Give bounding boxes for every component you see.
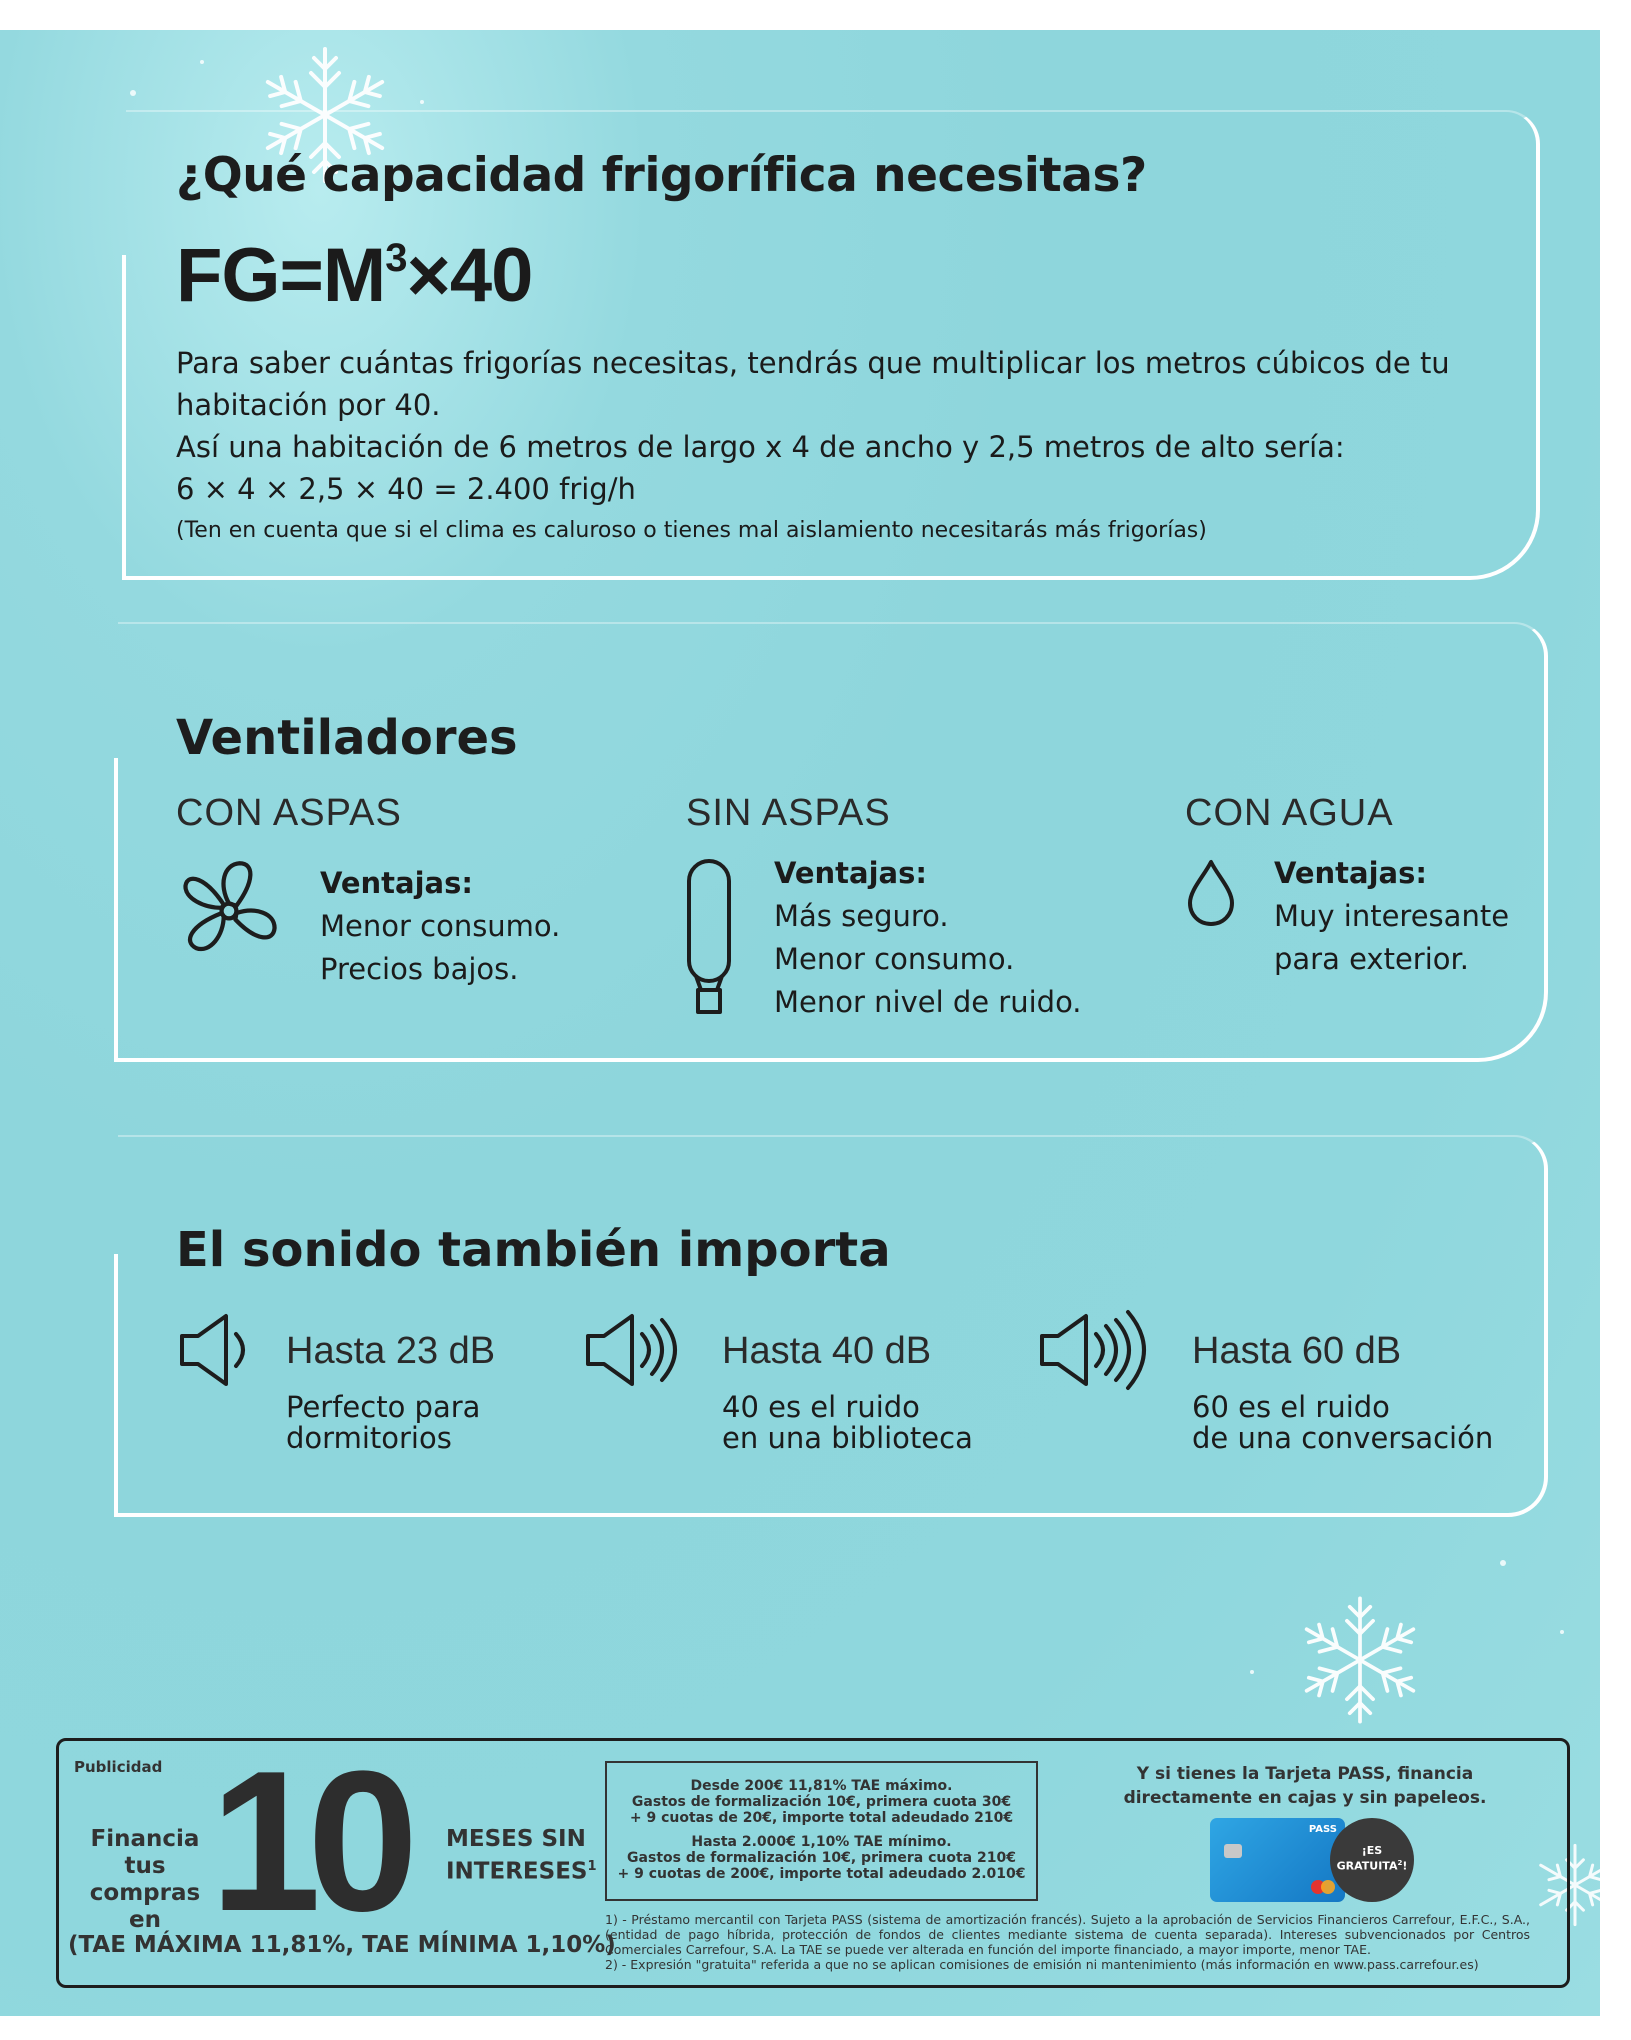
fan-type-title: SIN ASPAS [686,792,891,834]
sparkle [1250,1670,1254,1674]
sound-level: Hasta 40 dB [722,1330,932,1372]
sound-title: El sonido también importa [176,1222,891,1278]
capacity-explanation: Para saber cuántas frigorías necesitas, tendrás que multiplicar los metros cúbicos de tu habitación por 40. Así una habitación de 6 metros de largo x 4 de ancho y 2,5 metros de alto sería: 6 × 4 × 2,5 × 40 = 2.400 frig/h [176,346,1450,506]
bladeless-fan-icon [686,858,732,1016]
months-number: 10 [210,1730,405,1953]
capacity-title: ¿Qué capacidad frigorífica necesitas? [176,148,1147,203]
fan-type-title: CON ASPAS [176,792,402,834]
pass-card-promo: Y si tienes la Tarjeta PASS, financia directamente en cajas y sin papeleos. [1123,1764,1487,1808]
sound-description: Perfecto para dormitorios [286,1390,481,1455]
finance-intro: Financia tus compras en [89,1826,201,1933]
sparkle [420,100,424,104]
fans-title: Ventiladores [176,710,518,766]
sound-level: Hasta 60 dB [1192,1330,1402,1372]
sparkle [1560,1630,1564,1634]
advertising-label: Publicidad [74,1758,163,1776]
sound-card [118,1135,1548,1517]
months-label: MESES SIN INTERESES$^1$ [446,1826,597,1885]
formula: $FG=M^3\times 40$ [176,233,533,318]
pass-card-image: PASS [1210,1818,1345,1902]
tae-range: (TAE MÁXIMA 11,81%, TAE MÍNIMA 1,10%) [68,1932,616,1958]
speaker-high-icon [1036,1306,1166,1394]
sound-description: 40 es el ruido en una biblioteca [722,1390,973,1455]
sparkle [1500,1560,1506,1566]
snowflake-icon [1290,1590,1430,1730]
fan-icon [176,858,282,964]
bladeless-fan-advantages: Ventajas: Más seguro. Menor consumo. Menor nivel de ruido. [774,856,1082,1019]
water-fan-advantages: Ventajas: Muy interesante para exterior. [1274,856,1510,976]
fan-type-title: CON AGUA [1185,792,1394,834]
water-drop-icon [1186,858,1236,928]
sparkle [130,90,136,96]
free-badge: ¡ES GRATUITA$^2$! [1330,1818,1414,1902]
speaker-low-icon [176,1310,266,1390]
capacity-note: (Ten en cuenta que si el clima es caluroso o tienes mal aislamiento necesitarás más frigorías) [176,518,1207,543]
sound-description: 60 es el ruido de una conversación [1192,1390,1494,1455]
speaker-medium-icon [582,1310,692,1390]
sparkle [200,60,204,64]
fan-advantages: Ventajas: Menor consumo. Precios bajos. [320,866,561,986]
legal-text: 1) - Préstamo mercantil con Tarjeta PASS (sistema de amortización francés). Sujeto a la aprobación de Servicios Financieros Carrefour, E.F.C., S.A., (entidad de pago híbrida, protección de fondos de clientes mediante sistema de cuenta separada). Intereses subvencionados por Centros Comerciales Carrefour, S.A. La TAE se puede ver alterada en función del importe financiado, a mayor importe, menor TAE. 2) - Expresión "gratuita" referida a que no se aplican comisiones de emisión ni mantenimiento (más información en www.pass.carrefour.es) [605,1912,1530,1972]
finance-conditions: Desde 200€ 11,81% TAE máximo. Gastos de formalización 10€, primera cuota 30€ + 9 cuotas de 20€, importe total adeudado 210€ Hasta 2.000€ 1,10% TAE mínimo. Gastos de formalización 10€, primera cuota 210€ + 9 cuotas de 200€, importe total adeudado 2.010€ [605,1761,1038,1901]
sound-level: Hasta 23 dB [286,1330,496,1372]
